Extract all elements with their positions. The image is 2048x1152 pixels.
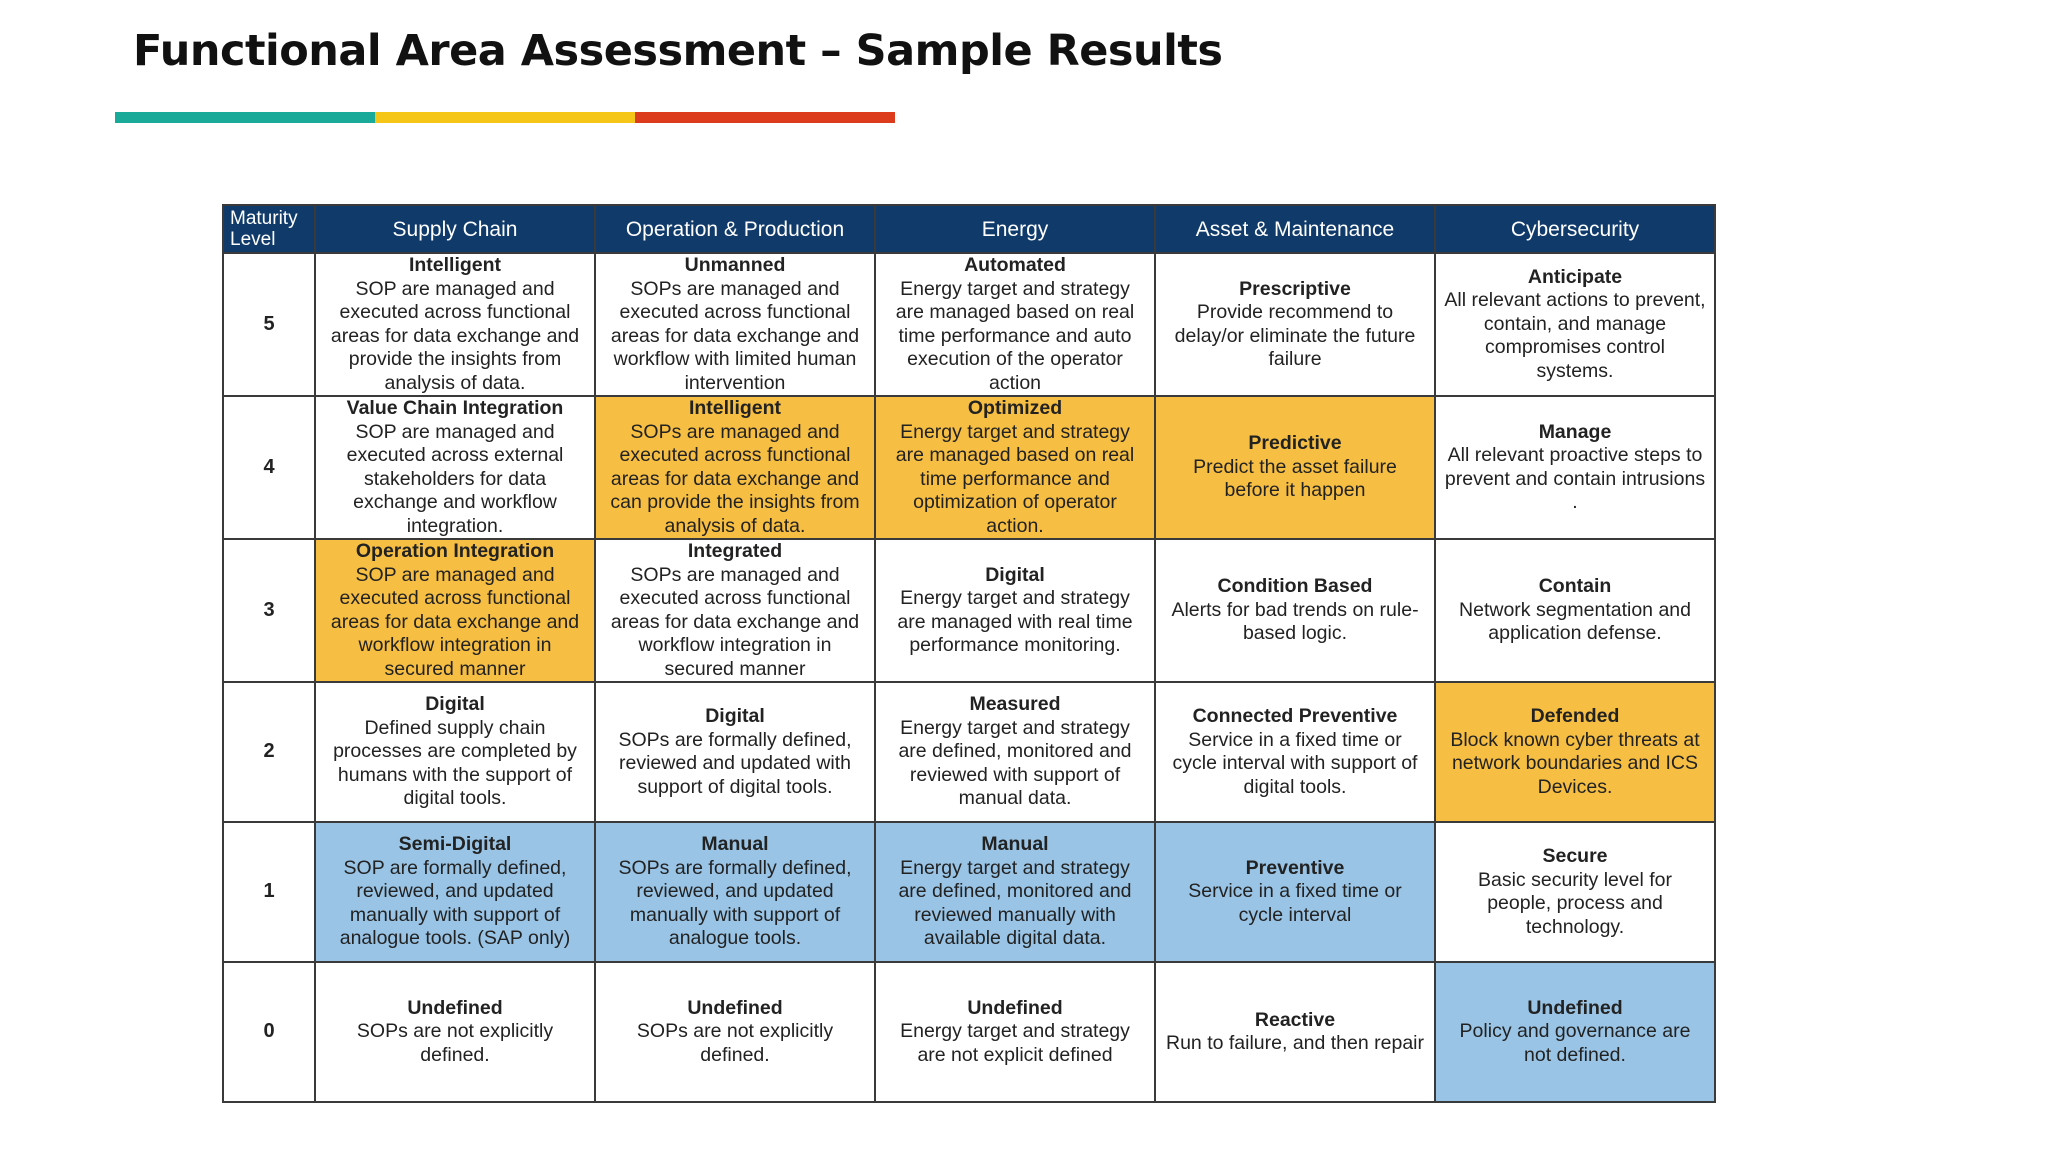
cell-asset-maintenance [1155,682,1435,822]
accent-segment-teal [115,112,375,123]
cell-description: SOPs are not explicitly defined. [356,1020,554,1066]
cell-cybersecurity [1435,962,1715,1102]
column-header-asset-maintenance: Asset & Maintenance [1155,205,1435,253]
column-header-supply-chain: Supply Chain [315,205,595,253]
cell-description: Network segmentation and application defense. [1459,598,1691,645]
cell-title: Digital [425,693,485,716]
cell-asset-maintenance [1155,539,1435,682]
cell-cybersecurity [1435,822,1715,962]
cell-operation-production [595,539,875,682]
cell-title: Undefined [967,996,1063,1019]
cell-title: Preventive [1245,856,1345,879]
table-row [223,822,1715,962]
cell-title: Defended [1530,705,1620,727]
cell-supply-chain [315,253,595,396]
cell-operation-production [595,396,875,539]
cell-supply-chain [315,962,595,1102]
cell-title: Automated [964,254,1066,276]
maturity-level-cell: 0 [223,962,315,1102]
cell-description: SOP are managed and executed across external stakeholders for data exchange and workflow integration. [346,420,564,537]
cell-cybersecurity [1435,253,1715,396]
cell-title: Anticipate [1527,265,1623,288]
table-row [223,396,1715,539]
cell-title: Intelligent [408,254,502,276]
cell-title: Measured [969,693,1061,716]
maturity-level-cell: 2 [223,682,315,822]
cell-description: All relevant actions to prevent, contain, and manage compromises control systems. [1444,289,1706,382]
cell-supply-chain [315,539,595,682]
cell-description: Basic security level for people, process and technology. [1478,868,1672,938]
cell-supply-chain [315,682,595,822]
cell-title: Intelligent [688,397,782,419]
maturity-level-cell: 3 [223,539,315,682]
table-row [223,539,1715,682]
cell-energy [875,962,1155,1102]
cell-description: Energy target and strategy are defined, monitored and reviewed manually with available digital data. [898,856,1132,950]
maturity-level-cell: 4 [223,396,315,539]
column-header-energy: Energy [875,205,1155,253]
cell-description: Predict the asset failure before it happen [1193,455,1397,502]
cell-title: Condition Based [1217,575,1373,598]
table-header-row [223,205,1715,253]
cell-description: Service in a fixed time or cycle interval with support of digital tools. [1172,728,1418,798]
cell-description: SOPs are managed and executed across functional areas for data exchange and can provide the insights from analysis of data. [610,420,860,537]
cell-title: Reactive [1254,1008,1336,1031]
cell-title: Undefined [407,996,503,1019]
cell-description: Energy target and strategy are not explicit defined [900,1020,1130,1066]
cell-title: Predictive [1248,432,1342,455]
cell-supply-chain [315,822,595,962]
cell-description: Run to failure, and then repair [1166,1032,1424,1054]
cell-description: SOPs are formally defined, reviewed and updated with support of digital tools. [618,728,852,798]
cell-title: Contain [1538,575,1612,598]
table-row [223,682,1715,822]
table-row [223,253,1715,396]
cell-operation-production [595,822,875,962]
cell-title: Digital [985,563,1045,586]
cell-description: SOPs are not explicitly defined. [636,1020,834,1066]
page-title: Functional Area Assessment – Sample Results [133,26,1223,76]
cell-energy [875,822,1155,962]
cell-title: Prescriptive [1239,277,1351,300]
cell-description: SOP are managed and executed across functional areas for data exchange and provide the insights from analysis of data. [330,277,580,394]
table-body [223,253,1715,1102]
cell-description: Block known cyber threats at network boundaries and ICS Devices. [1450,728,1700,798]
cell-description: Energy target and strategy are defined, monitored and reviewed with support of manual data. [898,716,1132,810]
cell-description: Energy target and strategy are managed based on real time performance and auto execution of the operator action [895,277,1135,394]
cell-title: Connected Preventive [1192,705,1398,727]
cell-energy [875,253,1155,396]
cell-description: Service in a fixed time or cycle interval [1188,880,1402,926]
cell-title: Manual [981,833,1049,856]
cell-description: SOPs are managed and executed across functional areas for data exchange and workflow with limited human intervention [610,277,860,394]
cell-operation-production [595,682,875,822]
column-header-operation-production: Operation & Production [595,205,875,253]
title-accent-bar [115,112,895,123]
cell-description: SOPs are formally defined, reviewed, and updated manually with support of analogue tools. [618,856,852,950]
cell-description: All relevant proactive steps to prevent and contain intrusions . [1444,444,1706,513]
cell-cybersecurity [1435,396,1715,539]
cell-operation-production [595,253,875,396]
cell-asset-maintenance [1155,253,1435,396]
cell-cybersecurity [1435,682,1715,822]
cell-energy [875,396,1155,539]
cell-description: SOP are managed and executed across functional areas for data exchange and workflow integration in secured manner [330,563,580,680]
cell-description: Policy and governance are not defined. [1459,1020,1691,1066]
accent-segment-red [635,112,895,123]
cell-asset-maintenance [1155,396,1435,539]
cell-title: Operation Integration [355,540,555,562]
table-row [223,962,1715,1102]
maturity-level-cell: 1 [223,822,315,962]
cell-title: Digital [705,705,765,727]
cell-description: SOPs are managed and executed across functional areas for data exchange and workflow integration in secured manner [610,563,860,680]
cell-description: Defined supply chain processes are completed by humans with the support of digital tools. [333,716,577,810]
cell-description: Energy target and strategy are managed based on real time performance and optimization of operator action. [895,420,1135,537]
cell-title: Undefined [687,996,783,1019]
cell-description: SOP are formally defined, reviewed, and updated manually with support of analogue tools. (SAP only) [339,856,571,950]
cell-supply-chain [315,396,595,539]
column-header-cybersecurity: Cybersecurity [1435,205,1715,253]
cell-asset-maintenance [1155,962,1435,1102]
cell-title: Undefined [1527,996,1623,1019]
cell-description: Provide recommend to delay/or eliminate the future failure [1174,301,1416,370]
cell-title: Manage [1538,420,1612,443]
cell-description: Energy target and strategy are managed with real time performance monitoring. [897,587,1133,656]
accent-segment-yellow [375,112,635,123]
cell-title: Value Chain Integration [346,397,564,419]
cell-title: Secure [1542,845,1608,867]
cell-energy [875,682,1155,822]
cell-title: Integrated [687,540,783,562]
column-header-maturity-level: Maturity Level [223,205,315,253]
maturity-matrix-table [222,204,1716,1103]
cell-cybersecurity [1435,539,1715,682]
cell-energy [875,539,1155,682]
cell-title: Manual [701,833,769,856]
cell-title: Unmanned [684,254,786,276]
cell-title: Optimized [967,397,1063,419]
cell-description: Alerts for bad trends on rule-based logic. [1171,598,1419,645]
cell-title: Semi-Digital [398,833,512,856]
maturity-level-cell: 5 [223,253,315,396]
cell-asset-maintenance [1155,822,1435,962]
cell-operation-production [595,962,875,1102]
